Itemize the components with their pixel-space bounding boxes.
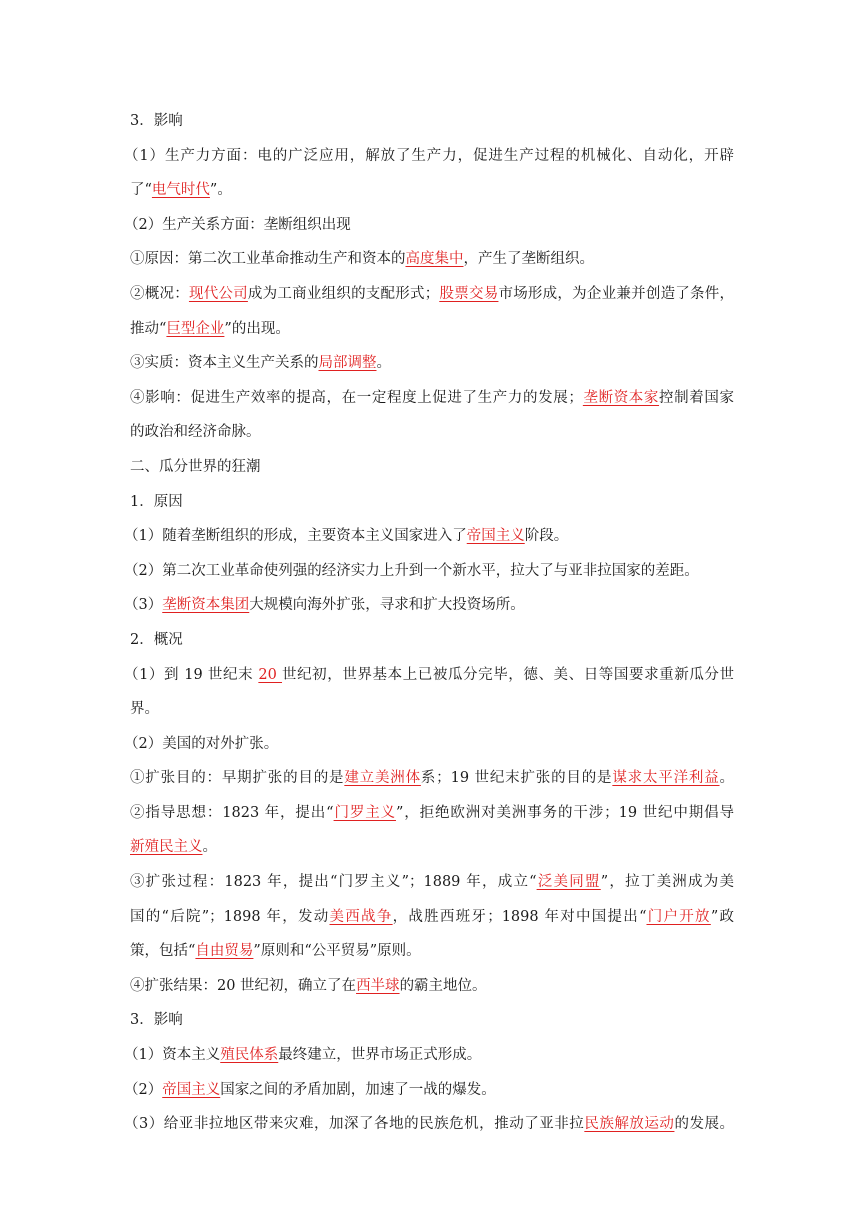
highlighted-term: 电气时代 xyxy=(151,182,210,199)
text-line xyxy=(130,865,734,900)
text-line xyxy=(130,900,734,935)
highlighted-term: 西半球 xyxy=(356,977,400,994)
highlighted-term: 垄断资本集团 xyxy=(162,597,250,614)
text-segment: 策，包括“ xyxy=(130,943,196,960)
text-segment: ，战胜西班牙；1898 年对中国提出“ xyxy=(392,908,647,925)
highlighted-term: 美西战争 xyxy=(329,908,393,925)
text-line xyxy=(130,242,734,277)
highlighted-term: 殖民体系 xyxy=(220,1047,279,1064)
text-segment: （1）随着垄断组织的形成，主要资本主义国家进入了 xyxy=(124,528,467,545)
text-segment: ②指导思想：1823 年，提出“ xyxy=(130,804,334,821)
text-line xyxy=(124,727,734,762)
text-line xyxy=(124,208,734,243)
text-segment: 市场形成，为企业兼并创造了条件， xyxy=(498,285,735,302)
text-line xyxy=(130,830,734,865)
highlighted-term: 帝国主义 xyxy=(162,1081,221,1098)
text-segment: ①扩张目的：早期扩张的目的是 xyxy=(130,770,345,787)
text-segment: 的发展。 xyxy=(674,1116,735,1133)
highlighted-term: 门罗主义 xyxy=(333,804,396,821)
document-body xyxy=(124,104,735,1142)
text-segment: ④影响：促进生产效率的提高，在一定程度上促进了生产力的发展； xyxy=(130,389,583,406)
text-segment: 的政治和经济命脉。 xyxy=(130,424,261,441)
highlighted-term: 建立美洲体 xyxy=(344,770,421,787)
text-line xyxy=(130,415,734,450)
highlighted-term: 现代公司 xyxy=(188,285,248,302)
text-segment: （3） xyxy=(124,597,163,614)
text-segment: （1）生产力方面：电的广泛应用，解放了生产力，促进生产过程的机械化、自动化，开辟 xyxy=(124,147,734,164)
text-segment: 了“ xyxy=(130,182,152,199)
text-segment: 界。 xyxy=(130,701,159,718)
text-segment: ”，拉丁美洲成为美 xyxy=(600,874,735,891)
highlighted-term: 自由贸易 xyxy=(195,943,254,960)
text-segment: 推动“ xyxy=(130,320,167,337)
text-segment: ③扩张过程：1823 年，提出“门罗主义”；1889 年，成立“ xyxy=(130,874,537,891)
text-segment: 2．概况 xyxy=(130,631,183,648)
text-segment: （2） xyxy=(124,1081,163,1098)
text-segment: 3．影响 xyxy=(130,1012,183,1029)
text-segment: （2）美国的对外扩张。 xyxy=(124,735,279,752)
text-segment: ”。 xyxy=(209,182,232,199)
text-line xyxy=(130,969,734,1004)
highlighted-term: 高度集中 xyxy=(405,251,464,268)
text-segment: 世纪初，世界基本上已被瓜分完毕，德、美、日等国要求重新瓜分世 xyxy=(282,666,734,683)
text-line xyxy=(130,934,734,969)
text-segment: 大规模向海外扩张，寻求和扩大投资场所。 xyxy=(249,597,525,614)
text-segment: 的霸主地位。 xyxy=(399,977,487,994)
highlighted-term: 巨型企业 xyxy=(166,320,225,337)
text-segment: （1）资本主义 xyxy=(124,1047,221,1064)
text-segment: （2）生产关系方面：垄断组织出现 xyxy=(124,216,351,233)
text-segment: ”，拒绝欧洲对美洲事务的干涉；19 世纪中期倡导 xyxy=(395,804,734,821)
text-segment: 最终建立，世界市场正式形成。 xyxy=(278,1047,482,1064)
text-segment: 。 xyxy=(719,770,735,787)
text-segment: 控制着国家 xyxy=(659,389,735,406)
text-segment: 国的“后院”；1898 年，发动 xyxy=(130,908,330,925)
text-line xyxy=(130,381,734,416)
text-segment: ④扩张结果：20 世纪初，确立了在 xyxy=(130,977,357,994)
text-line xyxy=(130,623,734,658)
text-segment: 阶段。 xyxy=(524,528,569,545)
highlighted-term: 股票交易 xyxy=(439,285,499,302)
highlighted-term: 垄断资本家 xyxy=(582,389,660,406)
text-line xyxy=(124,588,734,623)
text-line xyxy=(130,277,734,312)
text-line xyxy=(130,796,734,831)
text-line xyxy=(130,312,734,347)
text-segment: 成为工商业组织的支配形式； xyxy=(247,285,440,302)
highlighted-term: 20 xyxy=(258,666,283,683)
text-line xyxy=(130,1003,734,1038)
text-segment: （1）到 19 世纪末 xyxy=(124,666,259,683)
text-line xyxy=(124,1107,734,1142)
text-line xyxy=(130,761,734,796)
highlighted-term: 局部调整 xyxy=(318,355,377,372)
text-line xyxy=(124,1073,734,1108)
text-segment: ”原则和“公平贸易”原则。 xyxy=(253,943,421,960)
highlighted-term: 门户开放 xyxy=(646,908,711,925)
text-segment: 系；19 世纪末扩张的目的是 xyxy=(420,770,613,787)
text-line xyxy=(130,104,734,139)
text-line xyxy=(124,554,734,589)
text-line xyxy=(130,450,734,485)
text-line xyxy=(124,519,734,554)
text-segment: 。 xyxy=(202,839,217,856)
highlighted-term: 帝国主义 xyxy=(466,528,525,545)
text-line xyxy=(124,1038,734,1073)
text-segment: ①原因：第二次工业革命推动生产和资本的 xyxy=(130,251,406,268)
text-line xyxy=(130,485,734,520)
text-segment: 国家之间的矛盾加剧，加速了一战的爆发。 xyxy=(220,1081,496,1098)
text-segment: ②概况： xyxy=(130,285,189,302)
text-segment: 1．原因 xyxy=(130,493,183,510)
text-line xyxy=(124,139,734,174)
text-segment: 二、瓜分世界的狂潮 xyxy=(130,458,261,475)
text-segment: ③实质：资本主义生产关系的 xyxy=(130,355,319,372)
highlighted-term: 谋求太平洋利益 xyxy=(612,770,720,787)
text-line xyxy=(130,173,734,208)
text-segment: 3．影响 xyxy=(130,113,183,129)
text-segment: ，产生了垄断组织。 xyxy=(463,251,594,268)
text-line xyxy=(124,658,734,693)
text-segment: 。 xyxy=(376,355,391,372)
highlighted-term: 民族解放运动 xyxy=(584,1116,675,1133)
text-segment: （3）给亚非拉地区带来灾难，加深了各地的民族危机，推动了亚非拉 xyxy=(124,1116,585,1133)
text-segment: ”的出现。 xyxy=(224,320,290,337)
text-line xyxy=(130,346,734,381)
highlighted-term: 新殖民主义 xyxy=(130,839,203,856)
text-segment: ”政 xyxy=(710,908,735,925)
text-segment: （2）第二次工业革命使列强的经济实力上升到一个新水平，拉大了与亚非拉国家的差距。 xyxy=(124,562,699,579)
highlighted-term: 泛美同盟 xyxy=(536,874,601,891)
text-line xyxy=(130,692,734,727)
